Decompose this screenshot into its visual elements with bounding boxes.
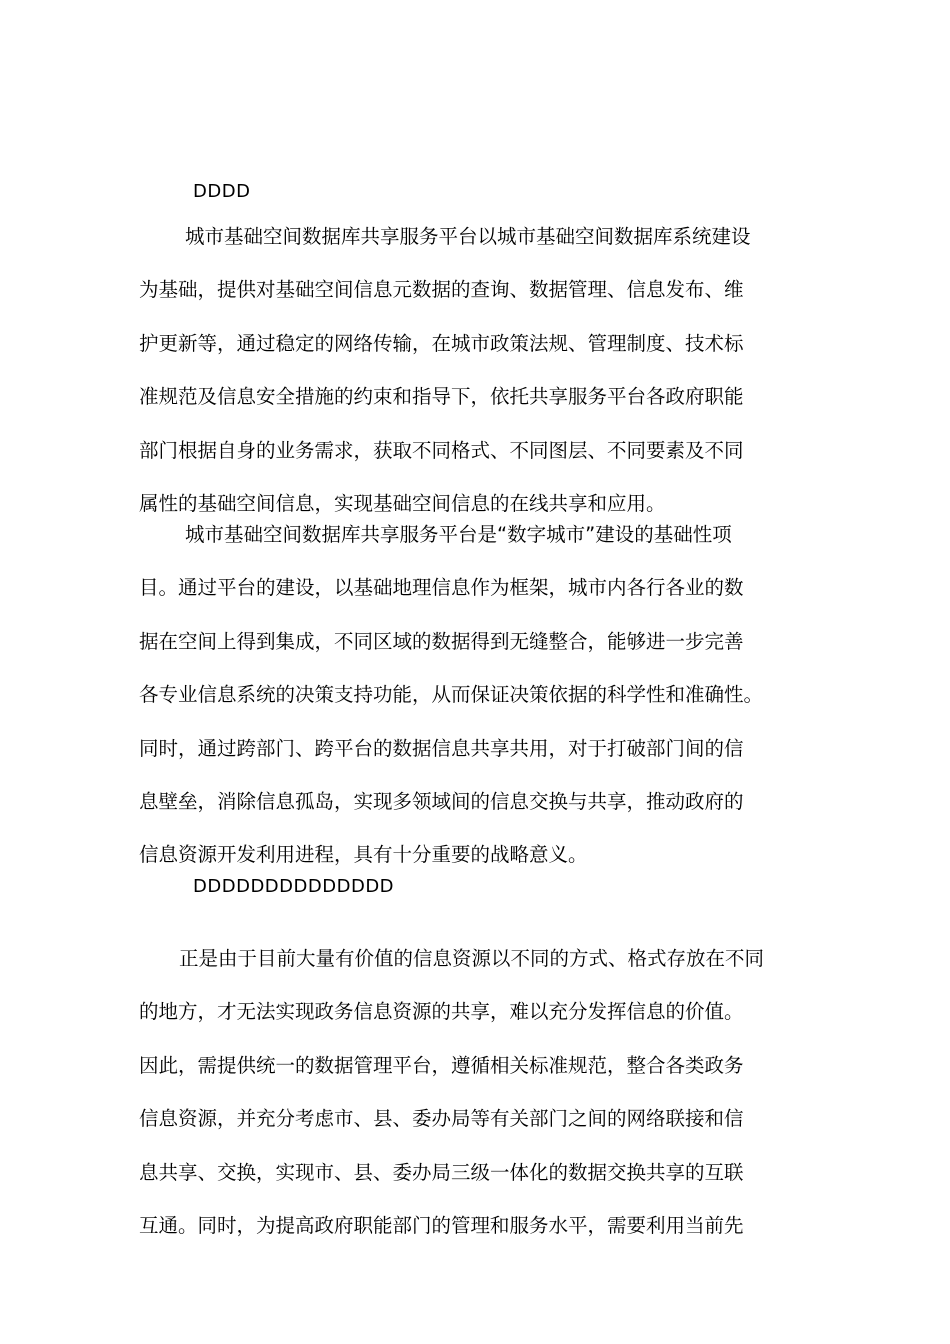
paragraph-line: 准规范及信息安全措施的约束和指导下，依托共享服务平台各政府职能	[139, 385, 744, 409]
paragraph-line: 互通。同时，为提高政府职能部门的管理和服务水平，需要利用当前先	[139, 1213, 744, 1237]
paragraph-line: 部门根据自身的业务需求，获取不同格式、不同图层、不同要素及不同	[139, 438, 744, 462]
paragraph-line: 各专业信息系统的决策支持功能，从而保证决策依据的科学性和准确性。	[139, 683, 764, 707]
paragraph-line: 同时，通过跨部门、跨平台的数据信息共享共用，对于打破部门间的信	[139, 736, 744, 760]
paragraph-line: 属性的基础空间信息，实现基础空间信息的在线共享和应用。	[139, 491, 666, 515]
paragraph-line: 正是由于目前大量有价值的信息资源以不同的方式、格式存放在不同	[179, 947, 765, 970]
section-heading-1: DDDD	[193, 181, 251, 202]
section-heading-2: DDDDDDDDDDDDDD	[193, 876, 395, 897]
paragraph-line: 城市基础空间数据库共享服务平台是“数字城市”建设的基础性项	[185, 523, 732, 546]
paragraph-3	[139, 932, 839, 1252]
paragraph-line: 据在空间上得到集成，不同区域的数据得到无缝整合，能够进一步完善	[139, 629, 744, 653]
paragraph-line: 的地方，才无法实现政务信息资源的共享，难以充分发挥信息的价值。	[139, 1000, 744, 1024]
paragraph-line: 为基础，提供对基础空间信息元数据的查询、数据管理、信息发布、维	[139, 278, 744, 302]
paragraph-line: 息共享、交换，实现市、县、委办局三级一体化的数据交换共享的互联	[139, 1160, 744, 1184]
paragraph-2	[139, 508, 839, 882]
paragraph-line: 信息资源开发利用进程，具有十分重要的战略意义。	[139, 843, 588, 867]
paragraph-line: 信息资源，并充分考虑市、县、委办局等有关部门之间的网络联接和信	[139, 1107, 744, 1131]
paragraph-line: 目。通过平台的建设，以基础地理信息作为框架，城市内各行各业的数	[139, 576, 744, 600]
paragraph-1	[139, 210, 839, 530]
paragraph-line: 护更新等，通过稳定的网络传输，在城市政策法规、管理制度、技术标	[139, 331, 744, 355]
paragraph-line: 因此，需提供统一的数据管理平台，遵循相关标准规范，整合各类政务	[139, 1053, 744, 1077]
paragraph-line: 息壁垒，消除信息孤岛，实现多领域间的信息交换与共享，推动政府的	[139, 789, 744, 813]
paragraph-line: 城市基础空间数据库共享服务平台以城市基础空间数据库系统建设	[185, 225, 751, 248]
